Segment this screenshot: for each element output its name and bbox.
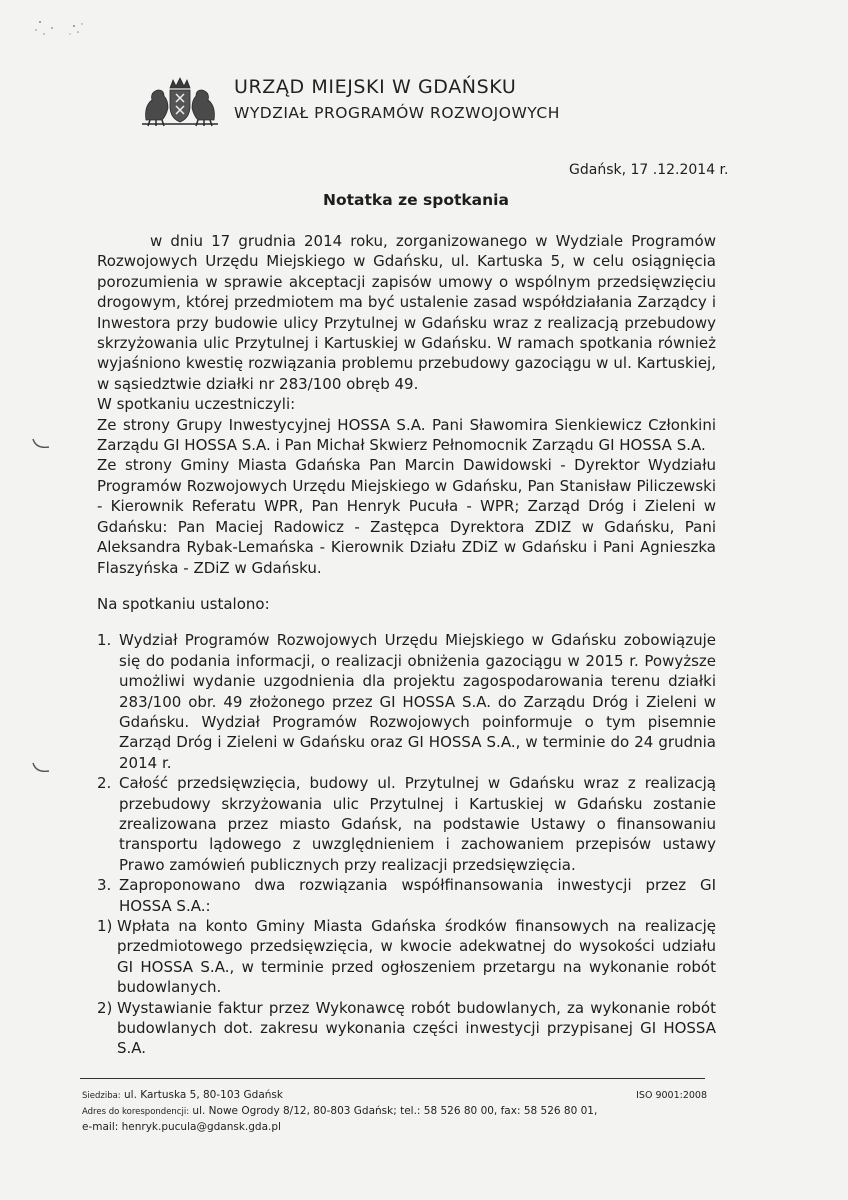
footer-correspondence-line	[82, 1104, 707, 1120]
seat-value: ul. Kartuska 5, 80-103 Gdańsk	[124, 1089, 283, 1101]
correspondence-value: ul. Nowe Ogrody 8/12, 80-803 Gdańsk; tel.: 58 526 80 00, fax: 58 526 80 01,	[192, 1105, 598, 1117]
option-item-2	[97, 998, 716, 1059]
option-item-1	[97, 916, 716, 998]
agreed-label: Na spotkaniu ustalono:	[97, 594, 270, 613]
list-text: Zaproponowano dwa rozwiązania współfinansowania inwestycji przez GI HOSSA S.A.:	[119, 876, 716, 915]
agreed-item-3	[97, 875, 716, 916]
scan-specks-icon	[30, 12, 100, 42]
department-name: WYDZIAŁ PROGRAMÓW ROZWOJOWYCH	[234, 104, 560, 122]
footer	[82, 1088, 707, 1135]
office-name: URZĄD MIEJSKI W GDAŃSKU	[234, 76, 517, 98]
document-date: Gdańsk, 17 .12.2014 r.	[569, 162, 729, 178]
participants-label: W spotkaniu uczestniczyli:	[97, 395, 296, 414]
document-title: Notatka ze spotkania	[323, 191, 509, 209]
intro-paragraph: w dniu 17 grudnia 2014 roku, zorganizowanego w Wydziale Programów Rozwojowych Urzędu Miejskiego w Gdańsku, ul. Kartuska 5, w celu osiągnięcia porozumienia w sprawie akceptacji zapisów umowy o wspólnym przedsięwzięciu drogowym, której przedmiotem ma być ustalenie zasad współdziałania Zarządcy i Inwestora przy budowie ulicy Przytulnej w Gdańsku wraz z realizacją przebudowy skrzyżowania ulic Przytulnej i Kartuskiej w Gdańsku. W ramach spotkania również wyjaśniono kwestię rozwiązania problemu przebudowy gazociągu w ul. Kartuskiej, w sąsiedztwie działki nr 283/100 obręb 49.	[97, 232, 716, 393]
seat-label: Siedziba:	[82, 1091, 121, 1101]
list-text: Wystawianie faktur przez Wykonawcę robót budowlanych, za wykonanie robót budowlanych dot. zakresu wykonania części inwestycji przypisanej GI HOSSA S.A.	[117, 998, 716, 1058]
footer-seat-line	[82, 1088, 707, 1104]
punch-mark-icon	[30, 436, 52, 452]
participants-city: Ze strony Gminy Miasta Gdańska Pan Marcin Dawidowski - Dyrektor Wydziału Programów Rozwojowych Urzędu Miejskiego w Gdańsku, Pan Stanisław Piliczewski - Kierownik Referatu WPR, Pan Henryk Pucuła - WPR; Zarząd Dróg i Zieleni w Gdańsku: Pan Maciej Radowicz - Zastępca Dyrektora ZDIZ w Gdańsku, Pani Aleksandra Rybak-Lemańska - Kierownik Działu ZDiZ w Gdańsku i Pani Agnieszka Flaszyńska - ZDiZ w Gdańsku.	[97, 456, 716, 577]
list-text: Wpłata na konto Gminy Miasta Gdańska środków finansowych na realizację przedmiotowego przedsięwzięcia, w kwocie adekwatnej do wysokości udziału GI HOSSA S.A., w terminie przed ogłoszeniem przetargu na wykonanie robót budowlanych.	[117, 917, 716, 997]
iso-certification: ISO 9001:2008	[636, 1090, 707, 1101]
list-text: Wydział Programów Rozwojowych Urzędu Miejskiego w Gdańsku zobowiązuje się do podania informacji, o realizacji obniżenia gazociągu w 2015 r. Powyższe umożliwi wydanie uzgodnienia dla projektu zagospodarowania terenu działki 283/100 obr. 49 złożonego przez GI HOSSA S.A. do Zarządu Dróg i Zieleni w Gdańsku. Wydział Programów Rozwojowych poinformuje o tym pisemnie Zarząd Dróg i Zieleni w Gdańsku oraz GI HOSSA S.A., w terminie do 24 grudnia 2014 r.	[119, 631, 716, 772]
agreed-item-1	[97, 630, 716, 773]
agreed-item-2	[97, 773, 716, 875]
list-number: 1)	[97, 917, 113, 935]
list-text: Całość przedsięwzięcia, budowy ul. Przytulnej w Gdańsku wraz z realizacją przebudowy skrzyżowania ulic Przytulnej i Kartuskiej w Gdańsku zostanie zrealizowana przez miasto Gdańsk, na podstawie Ustawy o finansowaniu transportu lądowego z uwzględnieniem i zachowaniem przepisów ustawy Prawo zamówień publicznych przy realizacji przedsięwzięcia.	[119, 774, 716, 874]
list-number: 2)	[97, 998, 113, 1017]
correspondence-label: Adres do korespondencji:	[82, 1107, 190, 1117]
gdansk-coat-of-arms-icon	[140, 76, 220, 128]
participants-hossa: Ze strony Grupy Inwestycyjnej HOSSA S.A. Pani Sławomira Sienkiewicz Członkini Zarządu GI HOSSA S.A. i Pan Michał Skwierz Pełnomocnik Zarządu GI HOSSA S.A.	[97, 415, 716, 455]
punch-mark-icon	[30, 760, 52, 776]
footer-divider	[80, 1078, 705, 1079]
footer-email-line: e-mail: henryk.pucula@gdansk.gda.pl	[82, 1121, 281, 1133]
list-number: 3.	[97, 876, 112, 895]
document-body	[97, 231, 716, 1059]
list-number: 2.	[97, 774, 112, 793]
list-number: 1.	[97, 631, 112, 650]
